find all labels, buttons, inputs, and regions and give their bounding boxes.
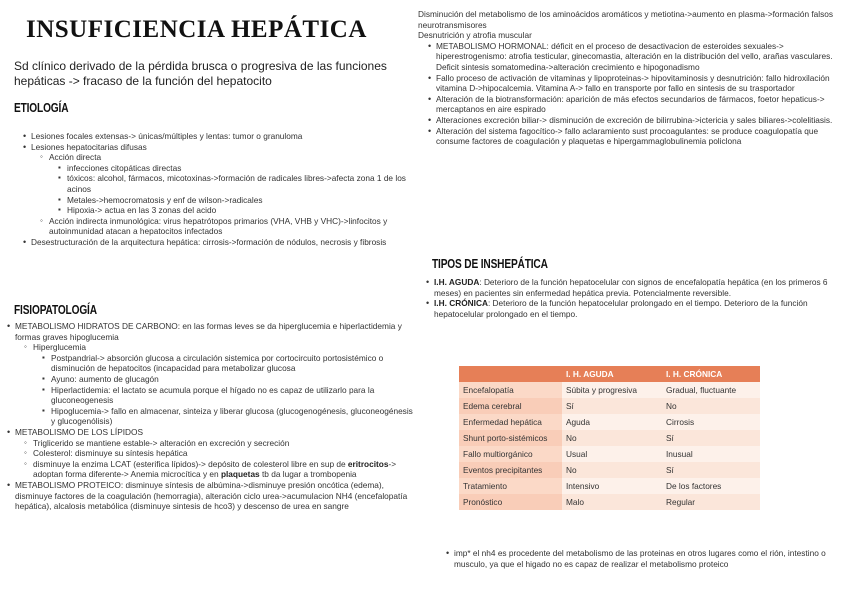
paragraph: Desnutrición y atrofia muscular: [418, 30, 532, 41]
subtitle: Sd clínico derivado de la pérdida brusca o progresiva de las funciones hepáticas -> fracaso de la función del hepatocito: [14, 59, 387, 88]
table-cell: Malo: [562, 494, 662, 510]
table-header-cell: [459, 366, 562, 382]
list-item: • METABOLISMO PROTEICO: disminuye síntesis de albúmina->disminuye presión oncótica (edema), disminuye factores de la coagulación (hemorragia), alteración ciclo urea->acumulacion NH4 (encefalopatía hepática), alcalosis metabólica (disminuye sintesis de hco3) y descenso de urea en sangre: [0, 480, 418, 512]
table-row: [459, 494, 760, 510]
list-item: • Desestructuración de la arquitectura hepática: cirrosis->formación de nódulos, necrosis y fibrosis: [8, 237, 418, 248]
list-item: ▪ Metales->hemocromatosis y enf de wilson->radicales: [49, 195, 418, 206]
text-run: disminuye la enzima LCAT (esterifica lípidos)-> depósito de colesterol libre en sup de: [33, 458, 348, 469]
table-row: [459, 398, 760, 414]
fisiopatologia-section: [0, 321, 418, 512]
bold-term: eritrocitos: [347, 458, 389, 469]
paragraph: Disminución del metabolismo de los aminoácidos aromáticos y metiotina->aumento en plasma->formación falsos neurotransmisores: [418, 9, 834, 30]
bold-term: plaquetas: [220, 469, 260, 480]
list-item: ◦ Triglicerido se mantiene estable-> alteración en excreción y secreción: [15, 438, 418, 449]
tipos-heading: TIPOS DE INSHEPÁTICA: [432, 256, 548, 271]
right-intro: [418, 9, 838, 147]
table-cell: No: [562, 430, 662, 446]
list-item: • Alteraciones excreción biliar-> disminución de excreción de bilirrubina->ictericia y sales biliares->colelitiasis.: [428, 115, 838, 126]
table-row: [459, 430, 760, 446]
table-row: [459, 414, 760, 430]
table-cell: Gradual, fluctuante: [662, 382, 760, 398]
table-cell: De los factores: [662, 478, 760, 494]
list-item: [0, 321, 418, 427]
list-item: [426, 298, 836, 319]
tipos-section: [426, 277, 836, 319]
table-cell: Sí: [662, 462, 760, 478]
table-cell: Sí: [562, 398, 662, 414]
list-item: • Lesiones focales extensas-> únicas/múltiples y lentas: tumor o granuloma: [8, 131, 418, 142]
table-cell: No: [562, 462, 662, 478]
table-cell: Sí: [662, 430, 760, 446]
text-run: tb da lugar a trombopenia: [259, 469, 357, 480]
list-item: • METABOLISMO HORMONAL: déficit en el proceso de desactivacion de esteroides sexuales-> hiperestrogenismo: atrofia testicular, ginecomastia, alteración en la distribución del vello, arañas vasculares. Deficit sintesis somatomedina->alteración crecimiento e hipogonadismo: [428, 41, 838, 73]
list-item: [31, 152, 418, 216]
table-header-row: [459, 366, 760, 382]
list-item-label: METABOLISMO DE LOS LÍPIDOS: [15, 426, 144, 437]
bold-term: I.H. AGUDA: [434, 277, 480, 287]
table-cell: Intensivo: [562, 478, 662, 494]
list-item: [8, 142, 418, 237]
note-section: [446, 548, 838, 569]
list-item: ▪ Hipoglucemia-> fallo en almacenar, sinteiza y liberar glucosa (glucogenogénesis, gluconeogénesis y glucogenólisis): [33, 406, 418, 427]
table-cell: No: [662, 398, 760, 414]
list-item: ▪ Postpandrial-> absorción glucosa a circulación sistemica por cortocircuito portosistémico o disminución de hepatocitos (incapacidad para metabolizar glucosa: [33, 353, 418, 374]
list-item-label: METABOLISMO HIDRATOS DE CARBONO: en las formas leves se da hiperglucemia e hiperlactidemia y formas graves hipoglucemia: [15, 321, 402, 342]
table-row: [459, 382, 760, 398]
table-cell: Tratamiento: [459, 478, 562, 494]
table-row: [459, 478, 760, 494]
list-item: • Fallo proceso de activación de vitaminas y lipoproteinas-> hipovitaminosis y desnutrición: fallo hidroxilación vitamina D->hipocalcemia. Vitamina A-> fallo en transporte por fallo en sintesis de su trasportador: [428, 73, 838, 94]
table-cell: Usual: [562, 446, 662, 462]
table-header-cell: I. H. CRÓNICA: [662, 366, 760, 382]
table-cell: Cirrosis: [662, 414, 760, 430]
list-item: [426, 277, 836, 298]
list-item: • imp* el nh4 es procedente del metabolismo de las proteinas en otros lugares como el rión, intestino o musculo, ya que el higado no es capaz de realizar el metabolismo proteico: [446, 548, 838, 569]
list-item: ▪ tóxicos: alcohol, fármacos, micotoxinas->formación de radicales libres->afecta zona 1 de los acinos: [49, 173, 418, 194]
list-item: [0, 427, 418, 480]
etiologia-heading: ETIOLOGÍA: [14, 100, 69, 115]
table-cell: Inusual: [662, 446, 760, 462]
list-item: • Alteración de la biotransformación: aparición de más efectos secundarios de fármacos, foetor hepaticus-> mercaptanos en aire espirado: [428, 94, 838, 115]
text-run: -> adoptan forma diferente-> Anemia microcítica y en: [33, 458, 397, 480]
table-cell: Eventos precipitantes: [459, 462, 562, 478]
table-cell: Enfermedad hepática: [459, 414, 562, 430]
table-row: [459, 446, 760, 462]
table-cell: Aguda: [562, 414, 662, 430]
table-header-cell: I. H. AGUDA: [562, 366, 662, 382]
table-cell: Fallo multiorgánico: [459, 446, 562, 462]
list-item: [15, 459, 418, 480]
list-item-label: Hiperglucemia: [33, 342, 87, 353]
page-title: INSUFICIENCIA HEPÁTICA: [26, 16, 367, 43]
list-item: ◦ Colesterol: disminuye su síntesis hepática: [15, 448, 418, 459]
list-item-label: Acción directa: [49, 152, 102, 163]
table: [459, 366, 760, 510]
text-run: : Deterioro de la función hepatocelular con signos de encefalopatía hepática (en los primeros 6 meses) en pacientes sin enfermedad hepática previa. Potencialmente reversible.: [434, 277, 828, 298]
list-item-label: Lesiones hepatocitarias difusas: [31, 141, 147, 152]
list-item: ▪ Hipoxia-> actua en las 3 zonas del acido: [49, 205, 418, 216]
text-run: : Deterioro de la función hepatocelular prolongado en el tiempo. Deterioro de la función hepatocelular prolongado en el tiempo.: [434, 298, 808, 319]
bold-term: I.H. CRÓNICA: [434, 298, 488, 309]
comparison-table: [459, 366, 760, 510]
list-item: ▪ Hiperlactidemia: el lactato se acumula porque el hígado no es capaz de utilizarlo para la gluconeogenesis: [33, 385, 418, 406]
list-item: ▪ infecciones citopáticas directas: [49, 163, 418, 174]
table-cell: Pronóstico: [459, 494, 562, 510]
table-cell: Shunt porto-sistémicos: [459, 430, 562, 446]
table-cell: Encefalopatía: [459, 382, 562, 398]
list-item: ▪ Ayuno: aumento de glucagón: [33, 374, 418, 385]
list-item: [15, 342, 418, 427]
table-row: [459, 462, 760, 478]
etiologia-section: [8, 131, 418, 248]
table-cell: Súbita y progresiva: [562, 382, 662, 398]
fisiopatologia-heading: FISIOPATOLOGÍA: [14, 302, 97, 317]
list-item: ◦ Acción indirecta inmunológica: virus hepatrótopos primarios (VHA, VHB y VHC)->linfocitos y autoinmunidad atacan a hepatocitos infectados: [31, 216, 418, 237]
table-cell: Regular: [662, 494, 760, 510]
list-item: • Alteración del sistema fagocítico-> fallo aclaramiento sust procoagulantes: se produce coagulopatía que consume factores de coagulación y plaquetas e hipergammaglobulinemia policlona: [428, 126, 838, 147]
table-cell: Edema cerebral: [459, 398, 562, 414]
